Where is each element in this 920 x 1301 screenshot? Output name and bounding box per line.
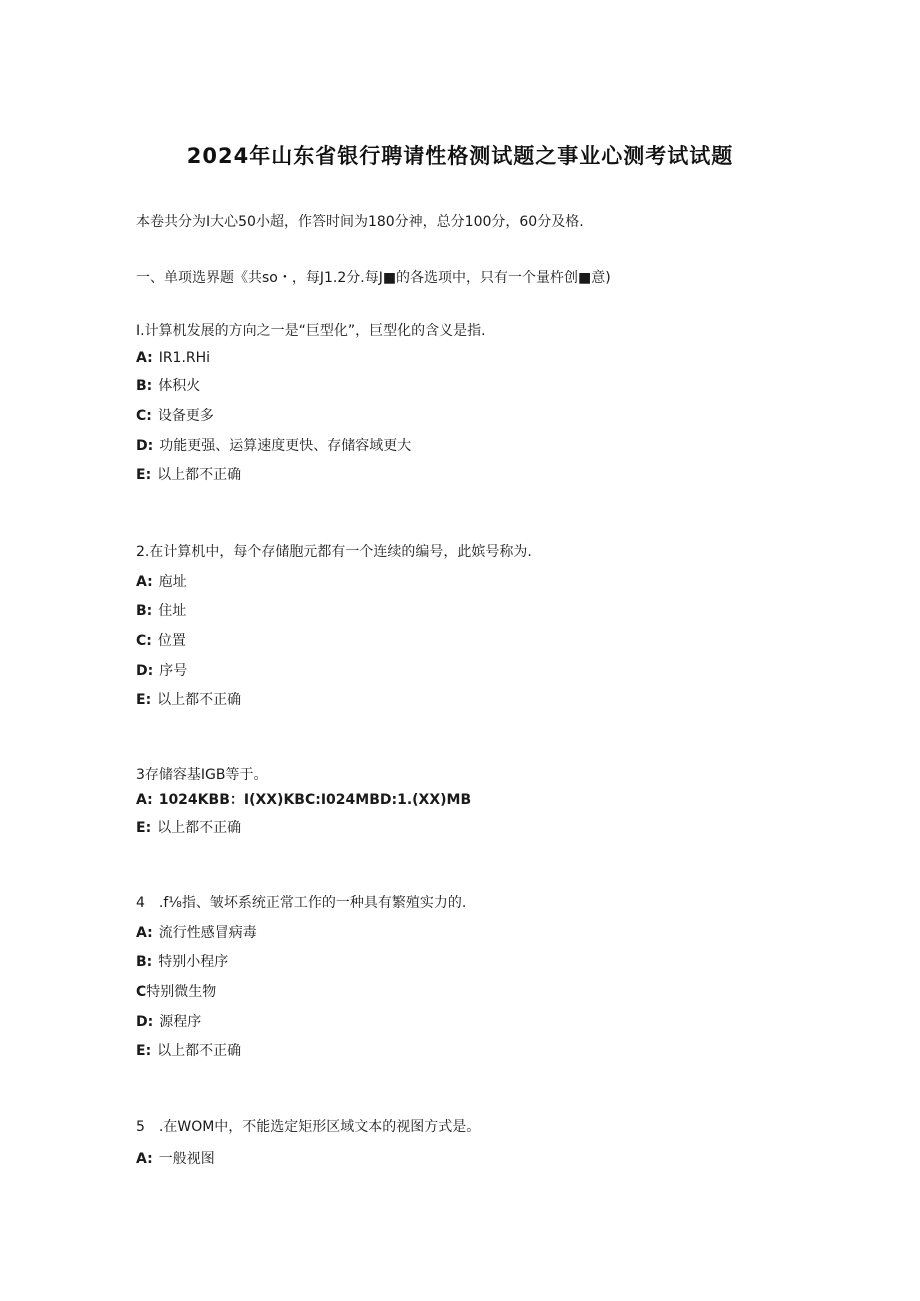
- question-2-option-e: [136, 691, 241, 709]
- question-4-option-a: [136, 924, 257, 942]
- option-text: 特别小程序: [158, 954, 229, 970]
- option-key: A:: [136, 1151, 153, 1167]
- question-5-stem: 5 .在WOM中，不能选定矩形区域文本的视图方式是。: [136, 1119, 481, 1135]
- option-key: E:: [136, 820, 152, 836]
- question-2-stem: 2.在计算机中，每个存储胞元都有一个连续的编号，此嫔号称为.: [136, 544, 532, 560]
- option-text: 一般视图: [158, 1151, 215, 1167]
- option-key: E:: [136, 467, 152, 483]
- option-text: 特别微生物: [146, 984, 217, 1000]
- option-key: C: [136, 984, 147, 1000]
- option-key: A:: [136, 925, 153, 941]
- question-2-option-b: [136, 602, 186, 620]
- option-text: 功能更强、运算速度更快、存储容域更大: [159, 438, 412, 454]
- question-3-option-e: [136, 819, 241, 837]
- option-key: A:: [136, 792, 153, 808]
- option-text: 流行性感冒病毒: [158, 925, 257, 941]
- question-4-option-e: [136, 1042, 241, 1060]
- question-4-option-c: [136, 983, 216, 1001]
- question-5-option-a: [136, 1150, 215, 1168]
- question-4-option-d: [136, 1013, 201, 1031]
- question-2-option-d: [136, 662, 187, 680]
- question-1-option-c: [136, 407, 214, 425]
- option-key: B:: [136, 603, 153, 619]
- question-1-option-b: [136, 377, 200, 395]
- question-3-option-a: [136, 791, 471, 809]
- option-key: D:: [136, 1014, 154, 1030]
- option-text: 源程序: [159, 1014, 202, 1030]
- question-1-stem: I.计算机发展的方向之一是“巨型化”，巨型化的含义是指.: [136, 323, 486, 339]
- question-1-option-a: [136, 349, 210, 367]
- option-key: C:: [136, 633, 152, 649]
- option-text: IR1.RHi: [158, 350, 211, 366]
- question-4-stem: 4 .f⅛指、皱坏系统正常工作的一种具有繁殖实力的.: [136, 895, 467, 911]
- option-key: E:: [136, 1043, 152, 1059]
- section-heading: 一、单项选界题《共so・，每J1.2分.每J■的各选项中，只有一个量杵创■意): [136, 270, 611, 286]
- option-text: 住址: [158, 603, 187, 619]
- option-text: 1024KBB：I(XX)KBC:I024MBD:1.(XX)MB: [158, 792, 472, 808]
- option-text: 设备更多: [157, 408, 214, 424]
- option-text: 序号: [159, 663, 188, 679]
- option-text: 以上都不正确: [157, 467, 242, 483]
- option-key: B:: [136, 378, 153, 394]
- exam-intro: 本卷共分为I大心50小超，作答时间为180分神，总分100分，60分及格.: [136, 214, 584, 230]
- option-text: 以上都不正确: [157, 820, 242, 836]
- option-text: 体积火: [158, 378, 201, 394]
- question-2-option-c: [136, 632, 186, 650]
- question-3-stem: 3存储容基IGB等于。: [136, 767, 268, 783]
- option-text: 庖址: [158, 574, 187, 590]
- question-1-option-e: [136, 466, 241, 484]
- option-key: A:: [136, 574, 153, 590]
- page-title: 2024年山东省银行聘请性格测试题之事业心测考试试题: [186, 144, 734, 168]
- option-key: D:: [136, 438, 154, 454]
- option-text: 以上都不正确: [157, 1043, 242, 1059]
- question-4-option-b: [136, 953, 228, 971]
- option-text: 以上都不正确: [157, 692, 242, 708]
- option-key: A:: [136, 350, 153, 366]
- option-key: C:: [136, 408, 152, 424]
- option-key: D:: [136, 663, 154, 679]
- option-key: B:: [136, 954, 153, 970]
- option-text: 位置: [157, 633, 186, 649]
- question-2-option-a: [136, 573, 187, 591]
- option-key: E:: [136, 692, 152, 708]
- question-1-option-d: [136, 437, 411, 455]
